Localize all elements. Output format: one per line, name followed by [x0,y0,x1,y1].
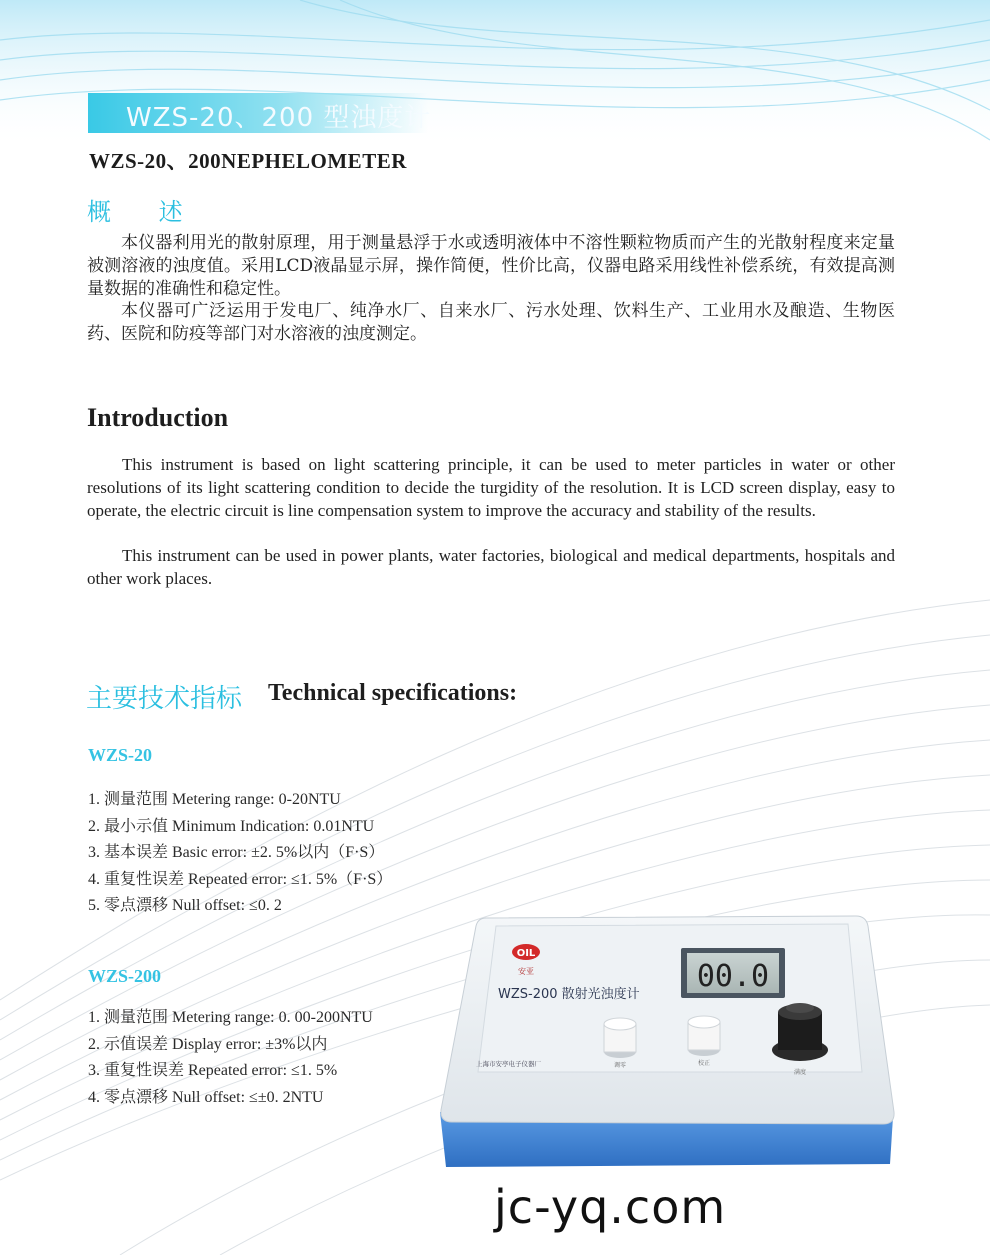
specs-heading-en: Technical specifications: [268,680,518,706]
knob-zero-icon [604,1018,636,1058]
model-heading-wzs20: WZS-20 [88,745,153,765]
specs-heading-cn: 主要技术指标 [86,684,243,714]
knob-2-label: 校正 [697,1060,711,1067]
overview-paragraph-1: 本仪器利用光的散射原理，用于测量悬浮于水或透明液体中不溶性颗粒物质而产生的光散射程度来定量被测溶液的浊度值。采用LCD液晶显示屏，操作简便，性价比高，仪器电路采用线性补偿系统，有效提高测量数据的准确性和稳定性。 [87,233,895,299]
overview-paragraph-2: 本仪器可广泛运用于发电厂、纯净水厂、自来水厂、污水处理、饮料生产、工业用水及酿造、生物医药、医院和防疫等部门对水溶液的浊度测定。 [87,301,895,344]
sample-cuvette-knob-icon [772,1003,828,1061]
list-item: 4. 重复性误差 Repeated error: ≤1. 5%（F·S） [88,870,393,888]
manufacturer-label: 上海市安亭电子仪器厂 [476,1060,541,1068]
device-model-label: WZS-200 散射光浊度计 [498,987,640,1002]
list-item: 2. 示值误差 Display error: ±3%以内 [88,1035,328,1053]
introduction-paragraph-2: This instrument can be used in power plants, water factories, biological and medical departments, hospitals and other work places. [87,546,895,588]
list-item: 4. 零点漂移 Null offset: ≤±0. 2NTU [88,1088,324,1106]
logo-text: OIL [516,948,536,959]
nephelometer-device-image [438,912,898,1174]
brand-text: 安亚 [518,967,534,976]
list-item: 2. 最小示值 Minimum Indication: 0.01NTU [88,817,375,835]
knob-3-label: 满度 [793,1069,807,1076]
list-item: 1. 测量范围 Metering range: 0. 00-200NTU [88,1009,373,1026]
list-item: 3. 基本误差 Basic error: ±2. 5%以内（F·S） [88,844,385,861]
website-url: jc-yq.com [494,1180,727,1234]
title-banner [88,93,432,133]
english-title: WZS-20、200NEPHELOMETER [89,149,407,173]
spec-list-wzs20 [88,787,392,920]
introduction-heading: Introduction [87,403,229,432]
lcd-reading: 00.0 [696,959,770,994]
knob-1-label: 调零 [613,1062,627,1069]
overview-heading: 概 述 [87,198,203,226]
knob-calibrate-icon [688,1016,720,1056]
spec-list-wzs200 [88,1005,373,1111]
introduction-paragraph-1: This instrument is based on light scattering principle, it can be used to meter particles in water or other resolutions of its light scattering condition to decide the turgidity of the resolution. It is LCD screen display, easy to operate, the electric circuit is line compensation system to improve the accuracy and stability of the results. [87,455,895,520]
banner-title: WZS-20、200 型浊度计 [126,103,432,133]
list-item: 1. 测量范围 Metering range: 0-20NTU [88,791,341,808]
model-heading-wzs200: WZS-200 [88,966,162,986]
list-item: 3. 重复性误差 Repeated error: ≤1. 5% [88,1062,338,1079]
list-item: 5. 零点漂移 Null offset: ≤0. 2 [88,897,282,914]
